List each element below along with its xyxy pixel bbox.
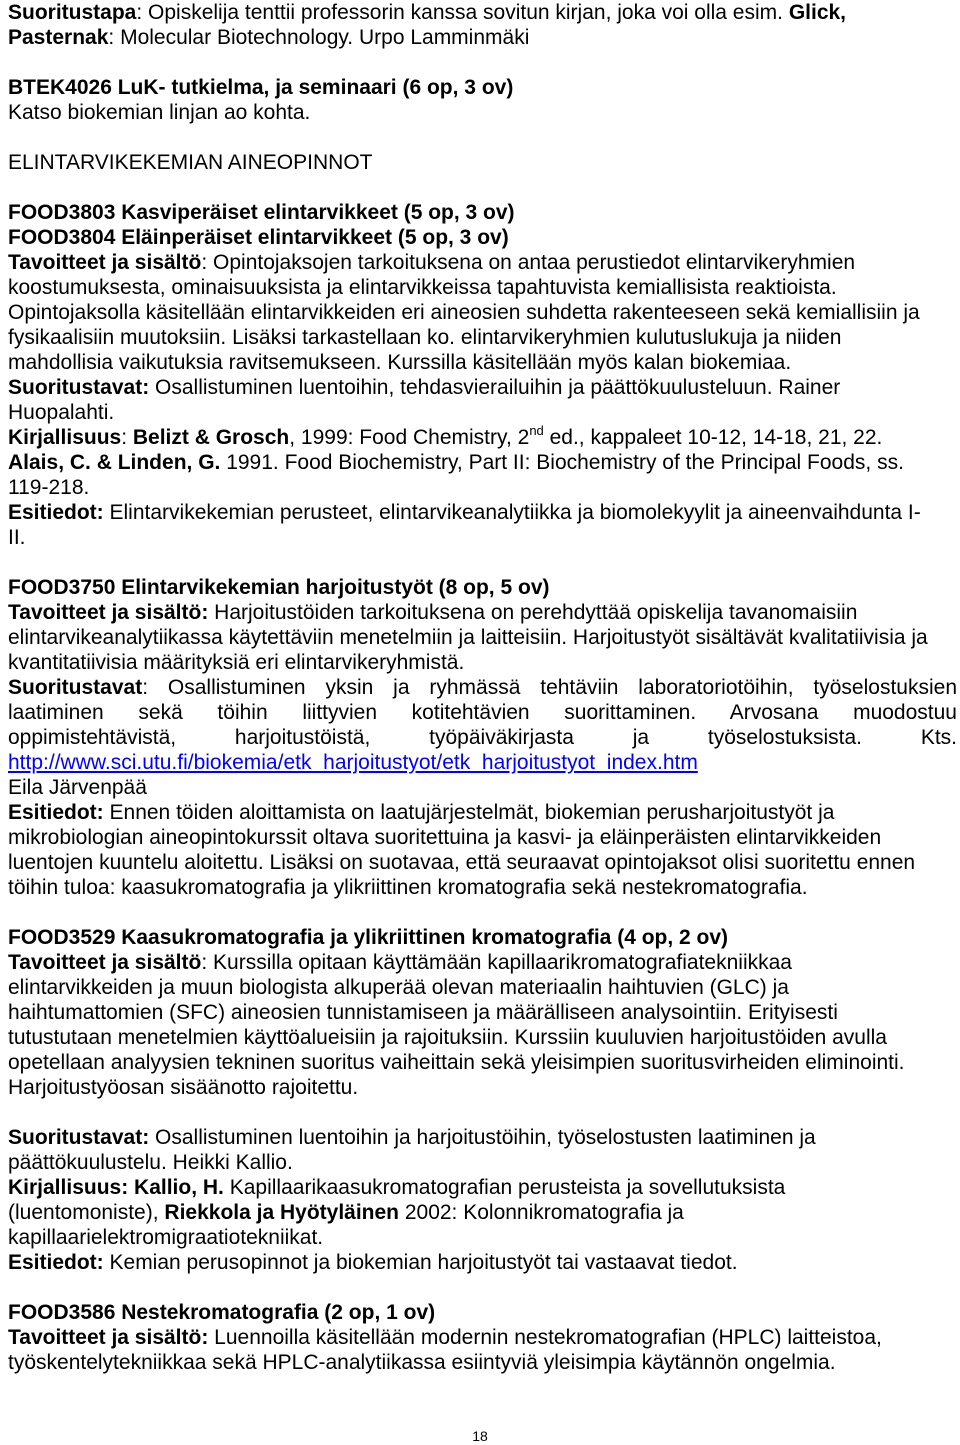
text-line: mahdollisia vaikutuksia ravitsemukseen. Kurssilla käsitellään myös kalan biokemiaa. [8, 351, 792, 374]
body-text: Osallistuminen luentoihin, tehdasvierailuihin ja päättökuulusteluun. Rainer [149, 376, 841, 399]
body-text: Kapillaarikaasukromatografian perusteista ja sovellutuksista [223, 1176, 786, 1199]
text-line [8, 1325, 957, 1350]
author-name: Riekkola ja Hyötyläinen [164, 1201, 399, 1224]
spacer [8, 50, 957, 75]
body-text: Ennen töiden aloittamista on laatujärjestelmät, biokemian perusharjoitustyöt ja [103, 801, 835, 824]
text-line [8, 250, 957, 275]
text-line: Harjoitustyöosan sisäänotto rajoitettu. [8, 1076, 359, 1099]
text-line [8, 1250, 957, 1275]
spacer [8, 900, 957, 925]
author-name: Pasternak [8, 26, 109, 49]
document-page [8, 0, 957, 1375]
text-line: työskentelytekniikkaa sekä HPLC-analytiikassa esiintyviä yleisimpia käytännön ongelmia. [8, 1351, 836, 1374]
course-title: BTEK4026 LuK- tutkielma, ja seminaari (6 op, 3 ov) [8, 76, 514, 99]
body-text: : [121, 426, 133, 449]
field-label-tavoitteet: Tavoitteet ja sisältö: [8, 1326, 209, 1349]
field-label-suoritustapa: Suoritustapa [8, 1, 137, 24]
text-line [8, 450, 957, 475]
field-label-esitiedot: Esitiedot: [8, 1251, 104, 1274]
text-line: Eila Järvenpää [8, 776, 147, 799]
text-line: kvantitatiivisia määrityksiä eri elintarvikeryhmistä. [8, 651, 465, 674]
course-title: FOOD3803 Kasviperäiset elintarvikkeet (5 op, 3 ov) [8, 201, 515, 224]
text-line: luentojen kuuntelu aloitettu. Lisäksi on suotavaa, että seuraavat opintojaksot olisi suoritettu ennen [8, 851, 916, 874]
author-name: Glick, [788, 1, 847, 24]
body-text: (luentomoniste), [8, 1201, 165, 1224]
field-label-suoritustavat: Suoritustavat: [8, 1126, 150, 1149]
text-line [8, 375, 957, 400]
superscript: nd [529, 423, 544, 438]
text-line [8, 1175, 957, 1200]
body-text: Harjoitustöiden tarkoituksena on perehdyttää opiskelija tavanomaisiin [208, 601, 858, 624]
body-text: ed., kappaleet 10-12, 14-18, 21, 22. [543, 426, 883, 449]
text-line: 119-218. [8, 476, 90, 499]
text-line: Opintojaksolla käsitellään elintarvikkeiden eri aineosien suhdetta rakenteeseen sekä kemiallisiin ja [8, 301, 920, 324]
field-label-tavoitteet: Tavoitteet ja sisältö [8, 251, 202, 274]
spacer [8, 1100, 957, 1125]
body-text: Kemian perusopinnot ja biokemian harjoitustyöt tai vastaavat tiedot. [103, 1251, 738, 1274]
text-line [8, 500, 957, 525]
body-text: : Molecular Biotechnology. Urpo Lamminmäki [108, 26, 530, 49]
text-line [8, 675, 957, 700]
course-title: FOOD3750 Elintarvikekemian harjoitustyöt (8 op, 5 ov) [8, 576, 550, 599]
text-line: päättökuulustelu. Heikki Kallio. [8, 1151, 293, 1174]
text-line: oppimistehtävistä, harjoitustöistä, työpäiväkirjasta ja työselostuksista. Kts. [8, 726, 957, 749]
text-line: tutustutaan menetelmien käyttöalueisiin ja rajoituksiin. Kurssiin kuuluvien harjoitustöiden avulla [8, 1026, 887, 1049]
text-line [8, 0, 957, 25]
text-line: II. [8, 526, 26, 549]
body-text: : Kurssilla opitaan käyttämään kapillaarikromatografiatekniikkaa [201, 951, 792, 974]
field-label-suoritustavat: Suoritustavat [8, 676, 143, 699]
field-label-esitiedot: Esitiedot: [8, 501, 104, 524]
text-line: elintarvikkeiden ja muun biologista alkuperää olevan materiaalin haihtuvien (GLC) ja [8, 976, 789, 999]
body-text: : Osallistuminen yksin ja ryhmässä tehtäviin laboratoriotöihin, työselostuksien [142, 676, 957, 699]
text-line: töihin tuloa: kaasukromatografia ja ylikriittinen kromatografia sekä nestekromatografia. [8, 876, 808, 899]
course-title: FOOD3529 Kaasukromatografia ja ylikriittinen kromatografia (4 op, 2 ov) [8, 926, 729, 949]
author-name: Belizt & Grosch [132, 426, 290, 449]
text-line [8, 800, 957, 825]
text-line [8, 425, 957, 450]
field-label-kirjallisuus: Kirjallisuus: Kallio, H. [8, 1176, 224, 1199]
text-line: Katso biokemian linjan ao kohta. [8, 101, 311, 124]
text-line [8, 750, 957, 775]
page-number: 18 [472, 1428, 488, 1444]
field-label-esitiedot: Esitiedot: [8, 801, 104, 824]
text-line: haihtumattomien (SFC) aineosien tunnistamiseen ja määrälliseen analysointiin. Erityisesti [8, 1001, 838, 1024]
field-label-kirjallisuus: Kirjallisuus [8, 426, 122, 449]
body-text: : Opiskelija tenttii professorin kanssa sovitun kirjan, joka voi olla esim. [136, 1, 789, 24]
text-line: kapillaarielektromigraatiotekniikat. [8, 1226, 324, 1249]
section-heading: ELINTARVIKEKEMIAN AINEOPINNOT [8, 151, 373, 174]
course-title: FOOD3804 Eläinperäiset elintarvikkeet (5 op, 3 ov) [8, 226, 509, 249]
text-line: fysikaalisiin muutoksiin. Lisäksi tarkastellaan ko. elintarvikeryhmien kulutuslukuja ja niiden [8, 326, 842, 349]
text-line [8, 25, 957, 50]
body-text: : Opintojaksojen tarkoituksena on antaa perustiedot elintarvikeryhmien [201, 251, 856, 274]
spacer [8, 550, 957, 575]
body-text: 2002: Kolonnikromatografia ja [399, 1201, 684, 1224]
text-line: opetellaan analyysien tekninen suoritus vaiheittain sekä yleisimpien suoritusvirheiden eliminointi. [8, 1051, 905, 1074]
text-line: laatiminen sekä töihin liittyvien kotitehtävien suorittaminen. Arvosana muodostuu [8, 701, 957, 724]
course-title: FOOD3586 Nestekromatografia (2 op, 1 ov) [8, 1301, 436, 1324]
field-label-tavoitteet: Tavoitteet ja sisältö: [8, 601, 209, 624]
spacer [8, 125, 957, 150]
field-label-suoritustavat: Suoritustavat: [8, 376, 150, 399]
text-line [8, 600, 957, 625]
body-text: , 1999: Food Chemistry, 2 [289, 426, 530, 449]
text-line: Huopalahti. [8, 401, 115, 424]
field-label-tavoitteet: Tavoitteet ja sisältö [8, 951, 202, 974]
body-text: Luennoilla käsitellään modernin nestekromatografian (HPLC) laitteistoa, [208, 1326, 882, 1349]
body-text: 1991. Food Biochemistry, Part II: Biochemistry of the Principal Foods, ss. [220, 451, 904, 474]
text-line [8, 950, 957, 975]
course-link[interactable]: http://www.sci.utu.fi/biokemia/etk_harjoitustyot/etk_harjoitustyot_index.htm [8, 751, 698, 774]
text-line: mikrobiologian aineopintokurssit oltava suoritettuina ja kasvi- ja eläinperäisten elintarvikkeiden [8, 826, 882, 849]
text-line: elintarvikeanalytiikassa käytettäviin menetelmiin ja laitteisiin. Harjoitustyöt sisältävät kvalitatiivisia ja [8, 626, 928, 649]
spacer [8, 1275, 957, 1300]
body-text: Elintarvikekemian perusteet, elintarvikeanalytiikka ja biomolekyylit ja aineenvaihdunta I- [103, 501, 921, 524]
author-name: Alais, C. & Linden, G. [8, 451, 221, 474]
body-text: Osallistuminen luentoihin ja harjoitustöihin, työselostusten laatiminen ja [149, 1126, 816, 1149]
spacer [8, 175, 957, 200]
text-line: koostumuksesta, ominaisuuksista ja elintarvikkeissa tapahtuvista kemiallisista reaktioista. [8, 276, 837, 299]
text-line [8, 1125, 957, 1150]
text-line [8, 1200, 957, 1225]
